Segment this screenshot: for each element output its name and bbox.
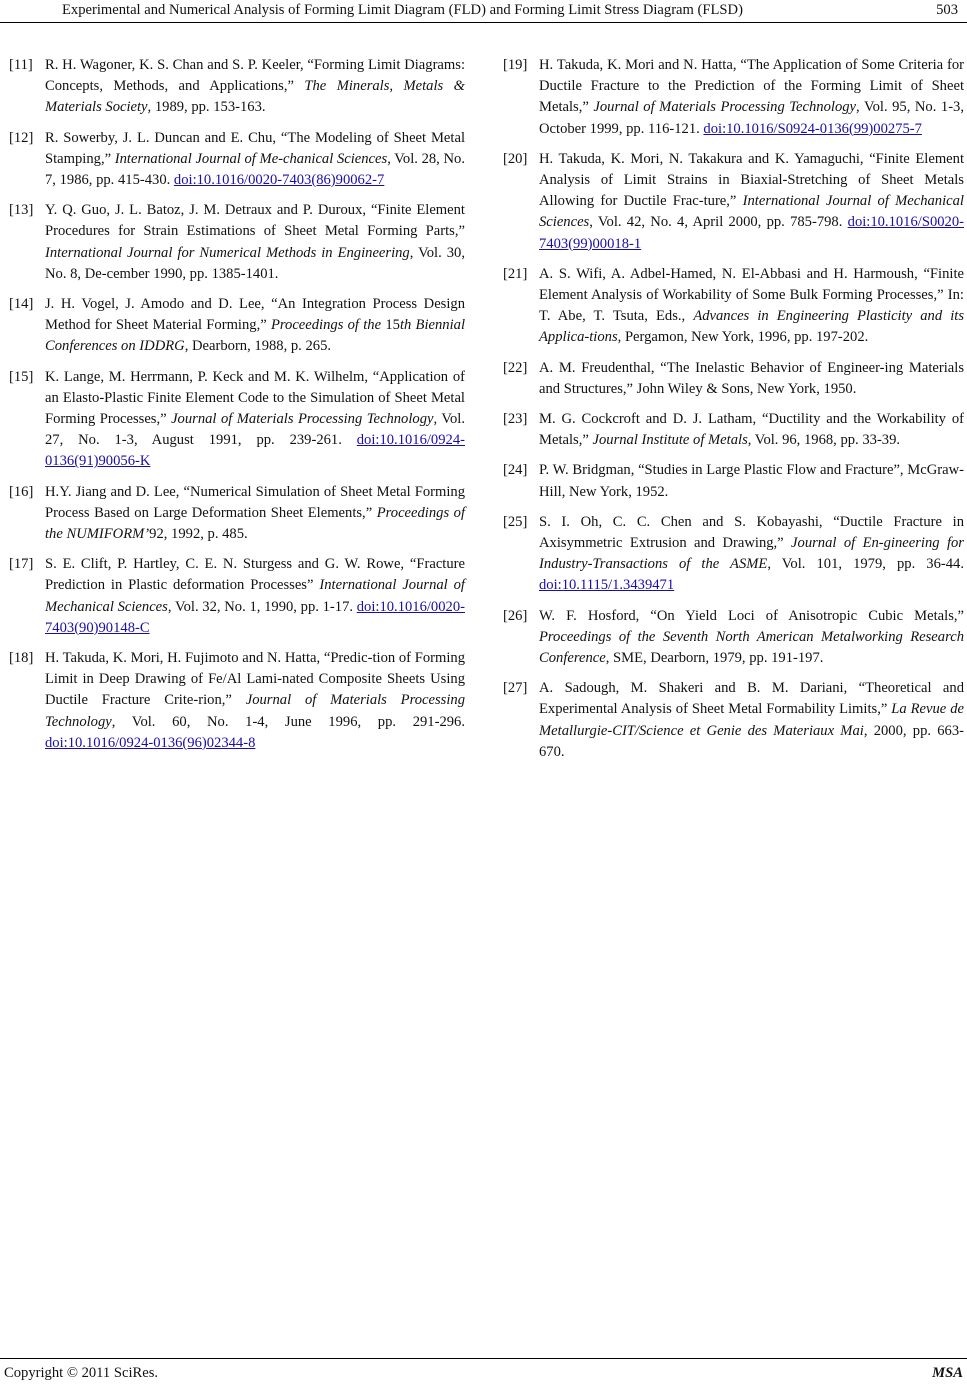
reference-entry <box>9 200 465 285</box>
page-footer <box>0 1358 967 1385</box>
reference-plain-text: , Vol. 32, No. 1, 1990, pp. 1-17. <box>167 598 357 615</box>
reference-number: [15] <box>9 368 34 385</box>
copyright-notice: Copyright © 2011 SciRes. <box>4 1365 159 1381</box>
doi-link[interactable]: doi:10.1016/0924-0136(91)90056-K <box>45 432 465 470</box>
reference-entry <box>9 128 465 192</box>
reference-italic-text: Proceedings of the Seventh North American Metalworking Research Conference <box>539 628 964 667</box>
reference-plain-text: , Vol. 101, 1979, pp. 36-44. <box>767 556 964 573</box>
reference-text <box>539 411 964 448</box>
reference-plain-text: , Vol. 30, No. 8, De-cember 1990, pp. 1385-1401. <box>45 244 465 282</box>
page-number: 503 <box>936 2 958 18</box>
reference-entry <box>503 358 964 400</box>
reference-entry <box>9 367 465 473</box>
reference-number: [19] <box>503 57 528 73</box>
reference-plain-text: , 2000, pp. 663-670. <box>539 722 964 760</box>
reference-text <box>45 556 465 636</box>
running-title: Experimental and Numerical Analysis of Forming Limit Diagram (FLD) and Forming Limit Stress Diagram (FLSD) <box>62 2 743 18</box>
page-header <box>0 0 967 23</box>
reference-plain-text: H. Takuda, K. Mori, H. Fujimoto and N. Hatta, “Predic-tion of Forming Limit in Deep Drawing of Fe/Al Lami-nated Composite Sheets Using Ductile Fracture Crite-rion,” <box>45 650 465 709</box>
reference-text <box>539 151 964 252</box>
doi-link[interactable]: doi:10.1016/0020-7403(90)90148-C <box>45 598 465 636</box>
reference-entry <box>503 460 964 502</box>
reference-plain-text: H. Takuda, K. Mori, N. Takakura and K. Yamaguchi, “Finite Element Analysis of Limit Strains in Biaxial-Stretching of Sheet Metals Allowing for Ductile Frac-ture,” <box>539 150 964 210</box>
reference-number: [22] <box>503 359 528 376</box>
reference-plain-text: , 1989, pp. 153-163. <box>147 99 266 116</box>
reference-plain-text: Y. Q. Guo, J. L. Batoz, J. M. Detraux and P. Duroux, “Finite Element Procedures for Strain Estimations of Sheet Metal Forming Parts,” <box>45 202 465 240</box>
reference-entry <box>503 606 964 670</box>
reference-italic-text: Journal of Materials Processing Technology <box>593 99 857 116</box>
reference-italic-text: International Journal of Me-chanical Sciences <box>114 150 388 167</box>
reference-number: [20] <box>503 150 528 167</box>
doi-link[interactable]: doi:10.1016/0924-0136(96)02344-8 <box>45 734 256 751</box>
reference-number: [26] <box>503 607 528 624</box>
reference-plain-text: , Vol. 42, No. 4, April 2000, pp. 785-798. <box>589 214 848 231</box>
reference-plain-text: M. G. Cockcroft and D. J. Latham, “Ductility and the Workability of Metals,” <box>539 411 964 449</box>
reference-italic-text: Journal of Materials Processing Technology <box>171 411 434 428</box>
reference-number: [12] <box>9 129 34 146</box>
reference-italic-text: th Biennial Conferences on IDDRG <box>45 317 465 355</box>
reference-plain-text: K. Lange, M. Herrmann, P. Keck and M. K. Wilhelm, “Application of an Elasto-Plastic Finite Element Code to the Simulation of Sheet Metal Forming Processes,” <box>45 368 465 428</box>
reference-plain-text: , Dearborn, 1988, p. 265. <box>184 338 332 355</box>
reference-italic-text: International Journal of Mechanical Sciences <box>539 193 964 231</box>
reference-plain-text: H.Y. Jiang and D. Lee, “Numerical Simulation of Sheet Metal Forming Process Based on Large Deformation Sheet Elements,” <box>45 483 465 521</box>
reference-number: [24] <box>503 462 528 479</box>
reference-number: [18] <box>9 650 34 667</box>
reference-entry <box>9 482 465 546</box>
reference-plain-text: 92, 1992, p. 485. <box>149 526 248 543</box>
reference-plain-text: , Vol. 27, No. 1-3, August 1991, pp. 239-261. <box>45 411 465 449</box>
reference-italic-text: Proceedings of the NUMIFORM’ <box>45 504 466 543</box>
reference-text <box>45 57 465 115</box>
reference-plain-text: R. H. Wagoner, K. S. Chan and S. P. Keeler, “Forming Limit Diagrams: Concepts, Methods, and Applications,” <box>45 57 465 95</box>
reference-plain-text: A. Sadough, M. Shakeri and B. M. Dariani, “Theoretical and Experimental Analysis of Sheet Metal Formability Limits,” <box>539 680 964 718</box>
reference-number: [13] <box>9 202 34 219</box>
references-column-right <box>503 55 964 772</box>
reference-number: [11] <box>9 57 33 73</box>
reference-number: [27] <box>503 680 528 697</box>
reference-plain-text: S. E. Clift, P. Hartley, C. E. N. Sturgess and G. W. Rowe, “Fracture Prediction in Plastic deformation Processes” <box>45 556 465 594</box>
reference-italic-text: International Journal for Numerical Methods in Engineering <box>45 244 410 261</box>
reference-text <box>45 369 465 470</box>
reference-italic-text: La Revue de Metallurgie-CIT/Science et Genie des Materiaux Mai <box>539 701 964 739</box>
reference-italic-text: Advances in Engineering Plasticity and its Applica-tions <box>539 308 964 346</box>
reference-text <box>539 462 964 499</box>
reference-text <box>539 514 964 594</box>
reference-plain-text: , Vol. 28, No. 7, 1986, pp. 415-430. <box>45 150 465 189</box>
reference-plain-text: J. H. Vogel, J. Amodo and D. Lee, “An Integration Process Design Method for Sheet Material Forming,” <box>45 296 465 334</box>
reference-entry <box>503 512 964 597</box>
reference-plain-text: , Vol. 96, 1968, pp. 33-39. <box>747 432 901 449</box>
references-column-left <box>9 55 465 763</box>
reference-plain-text: A. M. Freudenthal, “The Inelastic Behavior of Engineer-ing Materials and Structures,” John Wiley & Sons, New York, 1950. <box>539 359 964 397</box>
doi-link[interactable]: doi:10.1016/S0924-0136(99)00275-7 <box>703 120 922 137</box>
reference-text <box>539 680 964 760</box>
reference-italic-text: International Journal of Mechanical Sciences <box>45 577 465 615</box>
reference-number: [21] <box>503 265 528 282</box>
doi-link[interactable]: doi:10.1016/0020-7403(86)90062-7 <box>173 172 385 189</box>
reference-text <box>45 650 465 751</box>
reference-text <box>45 296 465 354</box>
reference-entry <box>9 648 465 754</box>
reference-number: [25] <box>503 513 528 530</box>
reference-entry <box>9 554 465 639</box>
reference-entry <box>9 294 465 358</box>
reference-plain-text: A. S. Wifi, A. Adbel-Hamed, N. El-Abbasi and H. Harmoush, “Finite Element Analysis of Workability of Some Bulk Forming Processes,” In: T. Abe, T. Tsuta, Eds., <box>539 265 964 325</box>
reference-number: [23] <box>503 411 528 428</box>
reference-plain-text: 15 <box>385 317 400 334</box>
reference-plain-text: , SME, Dearborn, 1979, pp. 191-197. <box>605 650 824 667</box>
reference-entry <box>503 409 964 451</box>
reference-number: [16] <box>9 483 34 500</box>
reference-text <box>539 608 964 666</box>
reference-text <box>539 360 964 397</box>
reference-number: [14] <box>9 296 34 313</box>
reference-plain-text: W. F. Hosford, “On Yield Loci of Anisotropic Cubic Metals,” <box>539 607 964 624</box>
reference-plain-text: S. I. Oh, C. C. Chen and S. Kobayashi, “Ductile Fracture in Axisymmetric Extrusion and Drawing,” <box>539 513 964 552</box>
doi-link[interactable]: doi:10.1115/1.3439471 <box>539 577 675 594</box>
journal-abbreviation: MSA <box>932 1365 963 1381</box>
reference-entry <box>503 264 964 349</box>
reference-text <box>45 130 465 188</box>
reference-italic-text: Journal of En-gineering for Industry-Transactions of the ASME <box>539 535 964 573</box>
reference-plain-text: , Pergamon, New York, 1996, pp. 197-202. <box>617 329 869 346</box>
reference-plain-text: P. W. Bridgman, “Studies in Large Plastic Flow and Fracture”, McGraw-Hill, New York, 1952. <box>539 462 964 500</box>
reference-italic-text: Journal of Materials Processing Technology <box>45 692 465 730</box>
doi-link[interactable]: doi:10.1016/S0020-7403(99)00018-1 <box>539 214 964 252</box>
reference-plain-text: , Vol. 60, No. 1-4, June 1996, pp. 291-296. <box>111 713 465 730</box>
reference-plain-text: H. Takuda, K. Mori and N. Hatta, “The Application of Some Criteria for Ductile Fracture to the Prediction of the Forming Limit of Sheet Metals,” <box>539 57 964 116</box>
reference-plain-text: , Vol. 95, No. 1-3, October 1999, pp. 116-121. <box>539 99 964 137</box>
reference-text <box>45 202 465 282</box>
reference-text <box>45 484 465 542</box>
reference-italic-text: Journal Institute of Metals <box>592 432 748 449</box>
reference-text <box>539 266 964 346</box>
reference-text <box>539 57 964 137</box>
reference-italic-text: The Minerals, Metals & Materials Society <box>45 78 465 116</box>
reference-plain-text: R. Sowerby, J. L. Duncan and E. Chu, “The Modeling of Sheet Metal Stamping,” <box>45 129 465 167</box>
reference-entry <box>503 149 964 255</box>
reference-entry <box>503 678 964 763</box>
reference-italic-text: Proceedings of the <box>270 317 386 334</box>
reference-entry <box>9 55 465 119</box>
reference-number: [17] <box>9 556 34 573</box>
reference-entry <box>503 55 964 140</box>
